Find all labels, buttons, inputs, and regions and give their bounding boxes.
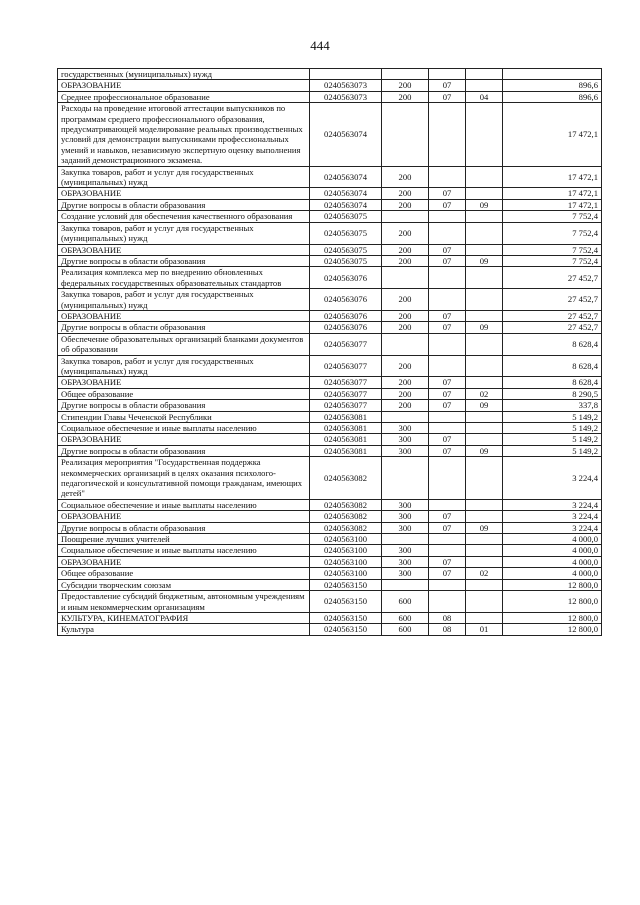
expense-type: 600 — [382, 624, 429, 635]
amount: 5 149,2 — [503, 434, 602, 445]
section-code — [429, 579, 466, 590]
target-code: 0240563077 — [310, 377, 382, 388]
amount: 7 752,4 — [503, 255, 602, 266]
amount: 27 452,7 — [503, 267, 602, 289]
expense-type — [382, 103, 429, 166]
expense-type — [382, 211, 429, 222]
amount: 4 000,0 — [503, 568, 602, 579]
subsection-code — [466, 80, 503, 91]
amount: 3 224,4 — [503, 522, 602, 533]
amount: 3 224,4 — [503, 511, 602, 522]
section-code — [429, 411, 466, 422]
expense-type: 600 — [382, 591, 429, 613]
row-name: Закупка товаров, работ и услуг для государственных (муниципальных) нужд — [58, 166, 310, 188]
target-code: 0240563076 — [310, 289, 382, 311]
target-code: 0240563075 — [310, 244, 382, 255]
row-name: ОБРАЗОВАНИЕ — [58, 434, 310, 445]
table-row — [58, 400, 602, 411]
section-code: 07 — [429, 556, 466, 567]
expense-type: 200 — [382, 188, 429, 199]
expense-type: 200 — [382, 377, 429, 388]
subsection-code — [466, 434, 503, 445]
target-code: 0240563077 — [310, 388, 382, 399]
amount: 8 628,4 — [503, 355, 602, 377]
subsection-code: 09 — [466, 322, 503, 333]
expense-type: 200 — [382, 322, 429, 333]
section-code: 07 — [429, 255, 466, 266]
expense-type: 200 — [382, 91, 429, 102]
expense-type: 200 — [382, 388, 429, 399]
row-name: ОБРАЗОВАНИЕ — [58, 556, 310, 567]
table-row — [58, 388, 602, 399]
row-name: ОБРАЗОВАНИЕ — [58, 377, 310, 388]
subsection-code — [466, 457, 503, 500]
subsection-code: 09 — [466, 199, 503, 210]
target-code: 0240563100 — [310, 568, 382, 579]
target-code: 0240563081 — [310, 411, 382, 422]
expense-type — [382, 411, 429, 422]
target-code: 0240563074 — [310, 103, 382, 166]
row-name: Другие вопросы в области образования — [58, 400, 310, 411]
table-row — [58, 222, 602, 244]
target-code: 0240563076 — [310, 322, 382, 333]
row-name: Закупка товаров, работ и услуг для государственных (муниципальных) нужд — [58, 222, 310, 244]
table-row — [58, 591, 602, 613]
subsection-code — [466, 377, 503, 388]
target-code: 0240563077 — [310, 333, 382, 355]
amount: 27 452,7 — [503, 289, 602, 311]
amount: 12 800,0 — [503, 579, 602, 590]
expense-type: 300 — [382, 511, 429, 522]
row-name: Среднее профессиональное образование — [58, 91, 310, 102]
section-code — [429, 333, 466, 355]
subsection-code: 09 — [466, 400, 503, 411]
target-code: 0240563075 — [310, 255, 382, 266]
target-code: 0240563074 — [310, 166, 382, 188]
section-code: 07 — [429, 322, 466, 333]
section-code: 07 — [429, 199, 466, 210]
section-code: 07 — [429, 91, 466, 102]
row-name: Обеспечение образовательных организаций бланками документов об образовании — [58, 333, 310, 355]
amount: 17 472,1 — [503, 199, 602, 210]
row-name: Социальное обеспечение и иные выплаты населению — [58, 499, 310, 510]
amount: 5 149,2 — [503, 423, 602, 434]
subsection-code — [466, 289, 503, 311]
section-code: 07 — [429, 511, 466, 522]
row-name: Создание условий для обеспечения качественного образования — [58, 211, 310, 222]
table-row — [58, 267, 602, 289]
amount: 4 000,0 — [503, 545, 602, 556]
table-row — [58, 322, 602, 333]
row-name: Стипендии Главы Чеченской Республики — [58, 411, 310, 422]
amount: 7 752,4 — [503, 211, 602, 222]
row-name: Реализация мероприятия "Государственная поддержка некоммерческих организаций в целях оказания психолого-педагогической и консультативной помощи гражданам, имеющих детей" — [58, 457, 310, 500]
amount — [503, 69, 602, 80]
target-code: 0240563077 — [310, 400, 382, 411]
page-number: 444 — [310, 38, 330, 53]
table-row — [58, 69, 602, 80]
amount: 3 224,4 — [503, 499, 602, 510]
subsection-code — [466, 579, 503, 590]
row-name: Предоставление субсидий бюджетным, автономным учреждениям и иным некоммерческим организациям — [58, 591, 310, 613]
subsection-code: 09 — [466, 255, 503, 266]
expense-type — [382, 534, 429, 545]
row-name: Поощрение лучших учителей — [58, 534, 310, 545]
table-row — [58, 579, 602, 590]
row-name: Другие вопросы в области образования — [58, 445, 310, 456]
subsection-code — [466, 355, 503, 377]
expense-type: 300 — [382, 522, 429, 533]
section-code — [429, 289, 466, 311]
table-row — [58, 377, 602, 388]
table-row — [58, 423, 602, 434]
expense-type: 300 — [382, 434, 429, 445]
table-row — [58, 434, 602, 445]
row-name: Культура — [58, 624, 310, 635]
row-name: Расходы на проведение итоговой аттестации выпускников по программам среднего профессионального образования, предусматривающей моделирование реальных производственных условий для демонстрации выпускниками профессиональных умений и навыков, независимую экспертную оценку выполнения заданий демонстрационного экзамена. — [58, 103, 310, 166]
subsection-code — [466, 103, 503, 166]
amount: 7 752,4 — [503, 222, 602, 244]
row-name: Закупка товаров, работ и услуг для государственных (муниципальных) нужд — [58, 355, 310, 377]
expense-type: 300 — [382, 423, 429, 434]
table-row — [58, 411, 602, 422]
amount: 5 149,2 — [503, 411, 602, 422]
table-row — [58, 511, 602, 522]
expense-type — [382, 267, 429, 289]
subsection-code — [466, 411, 503, 422]
table-row — [58, 310, 602, 321]
amount: 17 472,1 — [503, 188, 602, 199]
target-code: 0240563075 — [310, 211, 382, 222]
section-code: 07 — [429, 434, 466, 445]
target-code: 0240563100 — [310, 556, 382, 567]
section-code — [429, 545, 466, 556]
target-code: 0240563150 — [310, 579, 382, 590]
section-code: 07 — [429, 188, 466, 199]
row-name: государственных (муниципальных) нужд — [58, 69, 310, 80]
section-code: 07 — [429, 244, 466, 255]
row-name: Социальное обеспечение и иные выплаты населению — [58, 423, 310, 434]
expense-type: 300 — [382, 445, 429, 456]
amount: 5 149,2 — [503, 445, 602, 456]
expense-type: 200 — [382, 400, 429, 411]
section-code — [429, 69, 466, 80]
target-code: 0240563150 — [310, 591, 382, 613]
section-code: 08 — [429, 612, 466, 623]
expense-type: 200 — [382, 355, 429, 377]
row-name: ОБРАЗОВАНИЕ — [58, 310, 310, 321]
section-code — [429, 222, 466, 244]
table-row — [58, 612, 602, 623]
section-code: 07 — [429, 522, 466, 533]
row-name: Общее образование — [58, 568, 310, 579]
amount: 8 628,4 — [503, 333, 602, 355]
target-code: 0240563076 — [310, 267, 382, 289]
expense-type — [382, 69, 429, 80]
expense-type: 200 — [382, 199, 429, 210]
section-code: 07 — [429, 80, 466, 91]
subsection-code — [466, 423, 503, 434]
expense-type: 300 — [382, 568, 429, 579]
target-code: 0240563074 — [310, 188, 382, 199]
subsection-code — [466, 534, 503, 545]
row-name: КУЛЬТУРА, КИНЕМАТОГРАФИЯ — [58, 612, 310, 623]
subsection-code — [466, 612, 503, 623]
row-name: Реализация комплекса мер по внедрению обновленных федеральных государственных образовательных стандартов — [58, 267, 310, 289]
target-code: 0240563081 — [310, 423, 382, 434]
expense-type — [382, 457, 429, 500]
table-row — [58, 355, 602, 377]
subsection-code — [466, 244, 503, 255]
section-code: 07 — [429, 388, 466, 399]
amount: 896,6 — [503, 80, 602, 91]
table-row — [58, 568, 602, 579]
table-row — [58, 556, 602, 567]
target-code: 0240563075 — [310, 222, 382, 244]
row-name: Социальное обеспечение и иные выплаты населению — [58, 545, 310, 556]
row-name: ОБРАЗОВАНИЕ — [58, 80, 310, 91]
section-code — [429, 166, 466, 188]
row-name: Другие вопросы в области образования — [58, 522, 310, 533]
amount: 4 000,0 — [503, 534, 602, 545]
section-code: 07 — [429, 400, 466, 411]
amount: 8 290,5 — [503, 388, 602, 399]
amount: 3 224,4 — [503, 457, 602, 500]
expense-type: 200 — [382, 244, 429, 255]
amount: 8 628,4 — [503, 377, 602, 388]
subsection-code — [466, 499, 503, 510]
row-name: Общее образование — [58, 388, 310, 399]
row-name: Другие вопросы в области образования — [58, 199, 310, 210]
table-row — [58, 499, 602, 510]
row-name: ОБРАЗОВАНИЕ — [58, 188, 310, 199]
amount: 896,6 — [503, 91, 602, 102]
subsection-code — [466, 166, 503, 188]
subsection-code — [466, 545, 503, 556]
target-code: 0240563082 — [310, 499, 382, 510]
target-code: 0240563077 — [310, 355, 382, 377]
row-name: Закупка товаров, работ и услуг для государственных (муниципальных) нужд — [58, 289, 310, 311]
subsection-code: 02 — [466, 388, 503, 399]
target-code: 0240563073 — [310, 80, 382, 91]
section-code: 07 — [429, 568, 466, 579]
target-code: 0240563100 — [310, 545, 382, 556]
expense-type: 300 — [382, 545, 429, 556]
subsection-code — [466, 188, 503, 199]
table-row — [58, 80, 602, 91]
subsection-code — [466, 69, 503, 80]
subsection-code — [466, 591, 503, 613]
target-code: 0240563081 — [310, 445, 382, 456]
table-row — [58, 445, 602, 456]
section-code — [429, 103, 466, 166]
target-code: 0240563073 — [310, 91, 382, 102]
amount: 7 752,4 — [503, 244, 602, 255]
amount: 17 472,1 — [503, 166, 602, 188]
section-code — [429, 211, 466, 222]
amount: 337,8 — [503, 400, 602, 411]
section-code — [429, 457, 466, 500]
amount: 27 452,7 — [503, 310, 602, 321]
target-code: 0240563100 — [310, 534, 382, 545]
expense-type: 300 — [382, 556, 429, 567]
expense-type — [382, 579, 429, 590]
subsection-code — [466, 222, 503, 244]
target-code: 0240563082 — [310, 511, 382, 522]
amount: 4 000,0 — [503, 556, 602, 567]
target-code: 0240563150 — [310, 624, 382, 635]
amount: 27 452,7 — [503, 322, 602, 333]
table-row — [58, 289, 602, 311]
section-code: 08 — [429, 624, 466, 635]
target-code: 0240563081 — [310, 434, 382, 445]
table-row — [58, 333, 602, 355]
table-row — [58, 255, 602, 266]
section-code — [429, 355, 466, 377]
section-code — [429, 534, 466, 545]
subsection-code: 01 — [466, 624, 503, 635]
table-row — [58, 534, 602, 545]
amount: 12 800,0 — [503, 624, 602, 635]
row-name: ОБРАЗОВАНИЕ — [58, 511, 310, 522]
table-row — [58, 244, 602, 255]
row-name: ОБРАЗОВАНИЕ — [58, 244, 310, 255]
target-code: 0240563074 — [310, 199, 382, 210]
subsection-code — [466, 267, 503, 289]
subsection-code — [466, 333, 503, 355]
row-name: Другие вопросы в области образования — [58, 322, 310, 333]
section-code — [429, 499, 466, 510]
table-row — [58, 545, 602, 556]
subsection-code: 09 — [466, 445, 503, 456]
section-code: 07 — [429, 377, 466, 388]
subsection-code — [466, 511, 503, 522]
amount: 12 800,0 — [503, 612, 602, 623]
expense-type: 300 — [382, 499, 429, 510]
expense-type: 200 — [382, 255, 429, 266]
expense-type: 600 — [382, 612, 429, 623]
amount: 17 472,1 — [503, 103, 602, 166]
table-row — [58, 211, 602, 222]
budget-table — [57, 68, 602, 636]
section-code — [429, 423, 466, 434]
table-row — [58, 457, 602, 500]
table-row — [58, 91, 602, 102]
section-code — [429, 267, 466, 289]
table-row — [58, 188, 602, 199]
expense-type: 200 — [382, 166, 429, 188]
table-row — [58, 522, 602, 533]
target-code: 0240563082 — [310, 457, 382, 500]
section-code — [429, 591, 466, 613]
target-code: 0240563076 — [310, 310, 382, 321]
expense-type: 200 — [382, 289, 429, 311]
row-name: Другие вопросы в области образования — [58, 255, 310, 266]
table-row — [58, 624, 602, 635]
amount: 12 800,0 — [503, 591, 602, 613]
subsection-code — [466, 211, 503, 222]
table-row — [58, 199, 602, 210]
target-code: 0240563082 — [310, 522, 382, 533]
target-code: 0240563150 — [310, 612, 382, 623]
subsection-code: 09 — [466, 522, 503, 533]
section-code: 07 — [429, 445, 466, 456]
expense-type: 200 — [382, 310, 429, 321]
subsection-code — [466, 556, 503, 567]
expense-type: 200 — [382, 222, 429, 244]
subsection-code: 04 — [466, 91, 503, 102]
row-name: Субсидии творческим союзам — [58, 579, 310, 590]
section-code: 07 — [429, 310, 466, 321]
subsection-code: 02 — [466, 568, 503, 579]
table-row — [58, 103, 602, 166]
target-code — [310, 69, 382, 80]
expense-type: 200 — [382, 80, 429, 91]
subsection-code — [466, 310, 503, 321]
expense-type — [382, 333, 429, 355]
table-row — [58, 166, 602, 188]
